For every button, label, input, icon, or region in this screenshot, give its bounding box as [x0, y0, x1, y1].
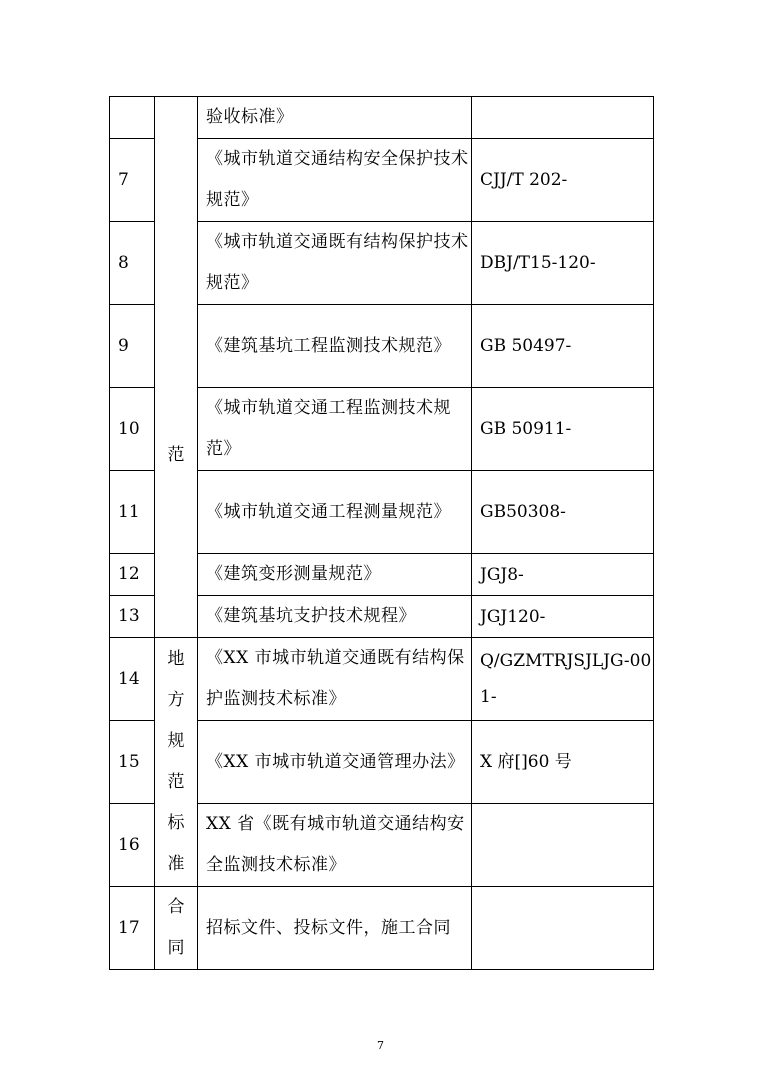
standard-name: 《城市轨道交通工程监测技术规范》 [198, 388, 472, 471]
row-number: 16 [110, 804, 155, 887]
standard-name: 招标文件、投标文件，施工合同 [198, 887, 472, 970]
category-label: 范 [167, 444, 185, 465]
standard-code: CJJ/T 202- [472, 139, 654, 222]
row-number: 13 [110, 596, 155, 638]
row-number [110, 97, 155, 139]
page-number: 7 [377, 1039, 384, 1052]
row-number: 11 [110, 471, 155, 554]
standard-code: GB 50497- [472, 305, 654, 388]
standard-code: X 府[]60 号 [472, 721, 654, 804]
standards-table [109, 96, 654, 970]
standard-name: 《城市轨道交通工程测量规范》 [198, 471, 472, 554]
row-number: 17 [110, 887, 155, 970]
row-number: 15 [110, 721, 155, 804]
category-label: 地方规范标准 [167, 649, 185, 874]
standard-name: XX 省《既有城市轨道交通结构安全监测技术标准》 [198, 804, 472, 887]
standard-code: GB 50911- [472, 388, 654, 471]
row-number: 14 [110, 638, 155, 721]
standard-name: 《城市轨道交通既有结构保护技术规范》 [198, 222, 472, 305]
category-cell-local [155, 638, 198, 887]
standard-name: 《XX 市城市轨道交通管理办法》 [198, 721, 472, 804]
table-row [110, 638, 654, 721]
standard-name: 《XX 市城市轨道交通既有结构保护监测技术标准》 [198, 638, 472, 721]
category-cell-contract [155, 887, 198, 970]
table-row [110, 887, 654, 970]
category-label: 合同 [167, 897, 185, 958]
standard-code [472, 804, 654, 887]
row-number: 10 [110, 388, 155, 471]
standard-code: JGJ8- [472, 554, 654, 596]
standard-name: 《城市轨道交通结构安全保护技术规范》 [198, 139, 472, 222]
standard-name: 《建筑变形测量规范》 [198, 554, 472, 596]
category-cell-national [155, 97, 198, 638]
row-number: 9 [110, 305, 155, 388]
standard-code [472, 887, 654, 970]
standard-name: 验收标准》 [198, 97, 472, 139]
standard-code: GB50308- [472, 471, 654, 554]
row-number: 8 [110, 222, 155, 305]
table-row [110, 97, 654, 139]
standard-code: JGJ120- [472, 596, 654, 638]
standard-code: Q/GZMTRJSJLJG-001- [472, 638, 654, 721]
standard-name: 《建筑基坑工程监测技术规范》 [198, 305, 472, 388]
standard-code: DBJ/T15-120- [472, 222, 654, 305]
standard-code [472, 97, 654, 139]
row-number: 7 [110, 139, 155, 222]
standard-name: 《建筑基坑支护技术规程》 [198, 596, 472, 638]
row-number: 12 [110, 554, 155, 596]
